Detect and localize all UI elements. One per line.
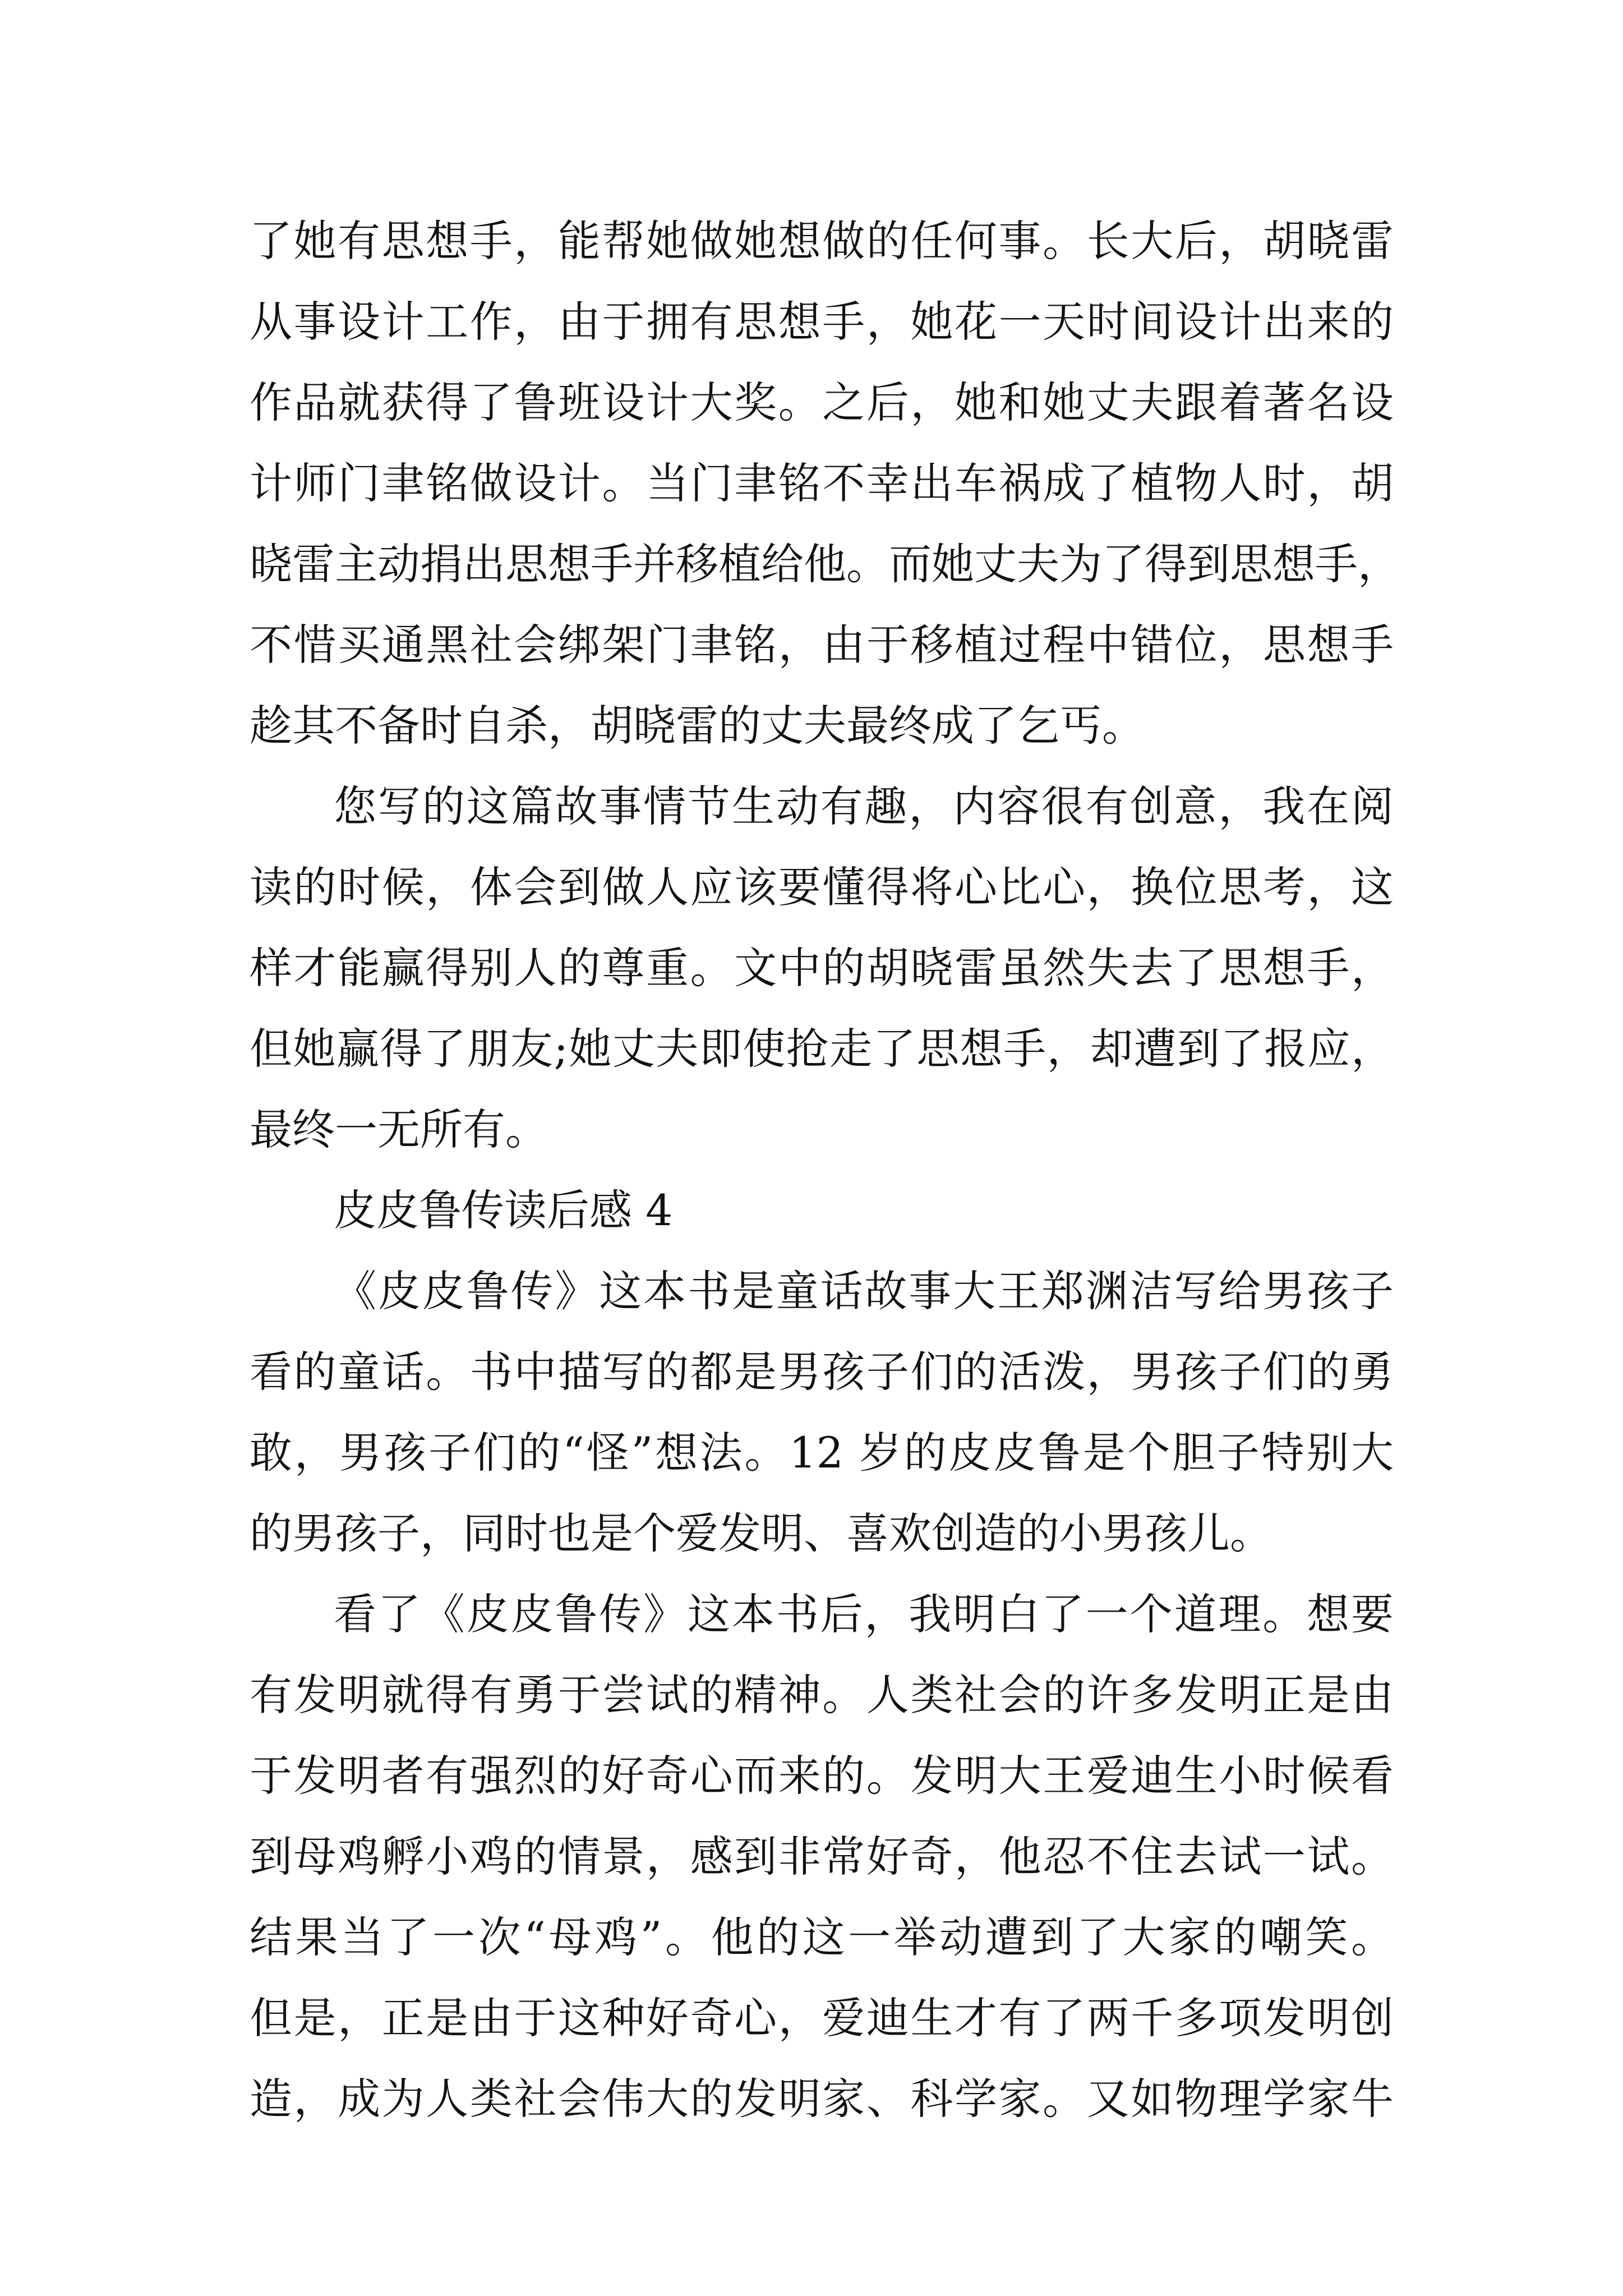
text-line: 到母鸡孵小鸡的情景，感到非常好奇，他忍不住去试一试。 [250,1832,1394,1881]
text-line: 看了《皮皮鲁传》这本书后，我明白了一个道理。想要 [334,1589,1394,1639]
text-line: 晓雷主动捐出思想手并移植给他。而她丈夫为了得到思想手， [250,539,1400,589]
text-line: 造，成为人类社会伟大的发明家、科学家。又如物理学家牛 [250,2074,1394,2124]
text-line: 敢，男孩子们的“怪”想法。12 岁的皮皮鲁是个胆子特别大 [250,1428,1394,1478]
text-line: 但她赢得了朋友;她丈夫即使抢走了思想手，却遭到了报应， [250,1024,1394,1074]
text-line: 看的童话。书中描写的都是男孩子们的活泼，男孩子们的勇 [250,1347,1394,1397]
section-heading: 皮皮鲁传读后感 4 [334,1185,673,1235]
text-line: 不惜买通黑社会绑架门聿铭，由于移植过程中错位，思想手 [250,620,1394,670]
text-line: 最终一无所有。 [250,1105,548,1154]
text-line: 从事设计工作，由于拥有思想手，她花一天时间设计出来的 [250,297,1394,347]
text-line: 读的时候，体会到做人应该要懂得将心比心，换位思考，这 [250,862,1394,912]
text-line: 有发明就得有勇于尝试的精神。人类社会的许多发明正是由 [250,1670,1394,1720]
text-line: 于发明者有强烈的好奇心而来的。发明大王爱迪生小时候看 [250,1751,1394,1801]
text-line: 的男孩子，同时也是个爱发明、喜欢创造的小男孩儿。 [250,1508,1272,1558]
text-line: 结果当了一次“母鸡”。他的这一举动遭到了大家的嘲笑。 [250,1912,1394,1962]
text-line: 了她有思想手，能帮她做她想做的任何事。长大后，胡晓雷 [250,216,1394,266]
text-line: 您写的这篇故事情节生动有趣，内容很有创意，我在阅 [334,781,1394,831]
text-line: 趁其不备时自杀，胡晓雷的丈夫最终成了乞丐。 [250,701,1145,751]
text-line: 《皮皮鲁传》这本书是童话故事大王郑渊洁写给男孩子 [334,1266,1394,1316]
text-line: 作品就获得了鲁班设计大奖。之后，她和她丈夫跟着著名设 [250,378,1394,427]
text-line: 计师门聿铭做设计。当门聿铭不幸出车祸成了植物人时，胡 [250,458,1394,508]
text-line: 但是，正是由于这种好奇心，爱迪生才有了两千多项发明创 [250,1993,1394,2043]
text-line: 样才能赢得别人的尊重。文中的胡晓雷虽然失去了思想手， [250,943,1394,993]
